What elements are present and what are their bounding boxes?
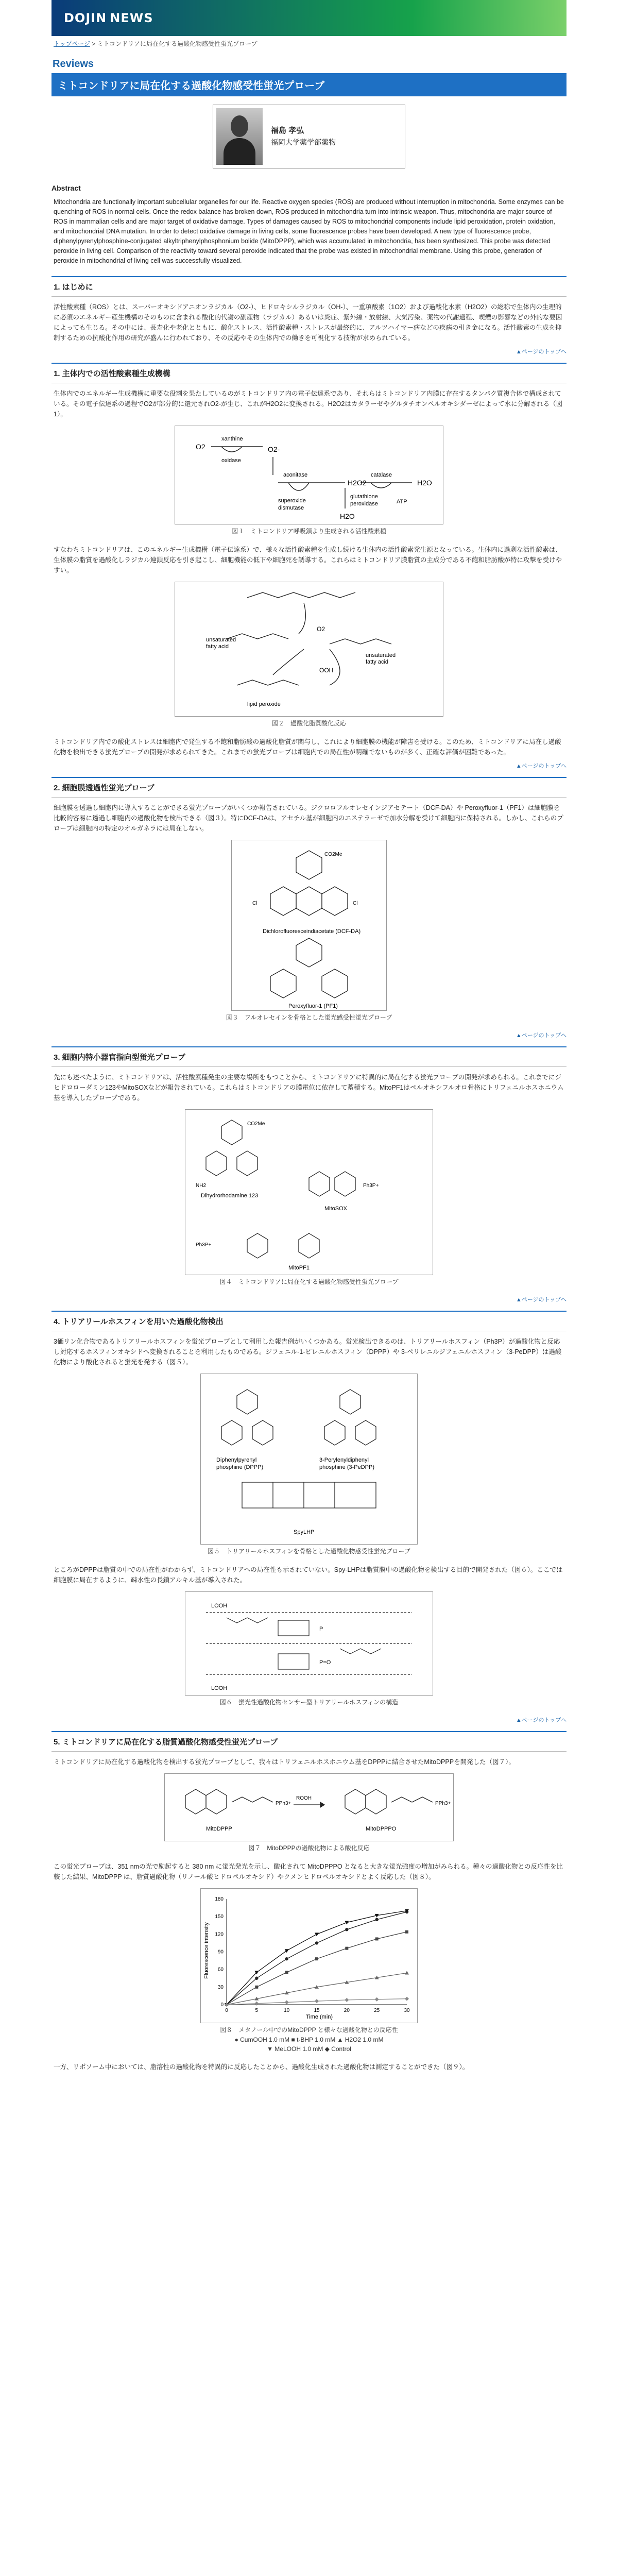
category-label: Reviews <box>53 58 94 70</box>
svg-text:ROOH: ROOH <box>296 1795 312 1801</box>
svg-text:aconitase: aconitase <box>283 472 308 478</box>
chart-data-point <box>255 1977 258 1980</box>
svg-text:Peroxyfluor-1 (PF1): Peroxyfluor-1 (PF1) <box>288 1003 338 1009</box>
paragraph: ところがDPPPは脂質の中での局在性がわからず、ミトコンドリアへの局在性も示されていない。Spy-LHPは脂質膜中の過酸化物を検出する目的で開発された（図６）。ここでは細胞膜に局在するように、疎水性の長鎖アルキル基が導入された。 <box>54 1566 563 1584</box>
svg-text:CO2Me: CO2Me <box>324 852 342 857</box>
svg-text:phosphine (3-PeDPP): phosphine (3-PeDPP) <box>319 1464 375 1470</box>
svg-text:unsaturated: unsaturated <box>366 652 396 658</box>
svg-text:NH2: NH2 <box>196 1183 207 1189</box>
chart-y-axis-label: Fluorescence intensity <box>203 1922 210 1979</box>
svg-text:PPh3+: PPh3+ <box>276 1801 291 1806</box>
section-heading-triarylphosphine: 4. トリアリールホスフィンを用いた過酸化物検出 <box>52 1311 566 1331</box>
page-top-link-wrap <box>52 761 566 770</box>
chart-y-tick-label: 30 <box>217 1984 224 1990</box>
paragraph: 3価リン化合物であるトリアリールホスフィンを蛍光プローブとして利用した報告例がいくつかある。蛍光検出できるのは、トリアリールホスフィン（Ph3P）が過酸化物と反応し対応するホスフィンオキシドへ変換されることを利用したものである。ジフェニル-1-ピレニルホスフィン（DPPP）や 3-ペリレニルジフェニルホスフィン（3-PeDPP）は過酸化物により酸化されると蛍光を発する（図５）。 <box>54 1338 562 1366</box>
chart-x-tick-label: 10 <box>284 2008 290 2013</box>
page-top-link[interactable]: ▲ページのトップへ <box>516 763 566 769</box>
chart-data-point <box>255 1986 258 1989</box>
chart-data-point <box>375 1918 378 1921</box>
page-top-link-wrap <box>52 1031 566 1039</box>
figure-lipid-peroxidation <box>175 582 443 717</box>
author-name: 福島 孝弘 <box>271 126 304 135</box>
svg-text:Ph3P+: Ph3P+ <box>363 1183 379 1189</box>
chart-data-point <box>315 1941 318 1944</box>
section-heading-probes: 2. 細胞膜透過性蛍光プローブ <box>52 777 566 798</box>
figure-phosphine-probes <box>200 1374 418 1545</box>
chart-data-point <box>254 2002 259 2006</box>
chart-data-point <box>315 1933 319 1936</box>
chart-y-tick-label: 180 <box>215 1896 224 1902</box>
paragraph: この蛍光プローブは、351 nmの光で励起すると 380 nm に蛍光発光を示し、酸化されて MitoDPPPO となると大きな蛍光強度の増加がみられる。種々の過酸化物との反応性を比較した結果、MitoDPPP は、脂質過酸化物（リノール酸ヒドロペルオキシド）やクメンヒドロペルオキシドとよく反応した（図８）。 <box>54 1863 563 1880</box>
figure-caption: 図５ トリアリールホスフィンを骨格とした過酸化物感受性蛍光プローブ <box>208 1548 410 1555</box>
chart-x-tick-label: 15 <box>314 2008 320 2013</box>
breadcrumb-current: ミトコンドリアに局在化する過酸化物感受性蛍光プローブ <box>97 40 258 47</box>
page-top-link-wrap <box>52 347 566 355</box>
svg-text:catalase: catalase <box>371 472 392 478</box>
paragraph: 活性酸素種（ROS）とは、スーパーオキシドアニオンラジカル（O2-）、ヒドロキシルラジカル（OH-）、一重項酸素（1O2）および過酸化水素（H2O2）の総称で生体内の生理的に必須のエネルギー産生機構のそのものに含まれる酸化的代謝の副産物（ラジカル）あるいは炎症、紫外線・放射線、大気汚染、薬物の代謝過程、喫煙の影響などの外的な要因によっても生じる。その中には、長寿化や老化とともに、酸化ストレス、活性酸素種・ストレスが最終的に、アルツハイマー病などの疾病の引き金になる。活性酸素の生成を抑制するための抗酸化作用の研究が盛んに行われており、その反応やその生体内での働きを可視化する技術が求められている。 <box>54 303 562 342</box>
page-title: ミトコンドリアに局在化する過酸化物感受性蛍光プローブ <box>52 73 566 96</box>
svg-text:P=O: P=O <box>319 1659 331 1666</box>
svg-text:Ph3P+: Ph3P+ <box>196 1242 212 1248</box>
chart-x-tick-label: 5 <box>255 2008 259 2013</box>
svg-text:superoxide: superoxide <box>278 498 306 504</box>
chart-x-tick-label: 25 <box>374 2008 380 2013</box>
chart-legend-line: ● CumOOH 1.0 mM ■ t-BHP 1.0 mM ▲ H2O2 1.0 mM <box>234 2036 384 2043</box>
svg-text:ATP: ATP <box>397 499 407 505</box>
chart-data-point <box>375 1997 379 2002</box>
chart-x-axis-label: Time (min) <box>305 2014 333 2020</box>
chart-data-point <box>285 1949 289 1953</box>
site-logo[interactable] <box>61 8 153 26</box>
svg-text:dismutase: dismutase <box>278 505 304 511</box>
chart-data-point <box>285 1957 288 1960</box>
site-banner <box>52 0 566 36</box>
chart-data-point <box>375 1937 379 1940</box>
figure-mito-probes <box>185 1109 433 1275</box>
svg-text:Dichlorofluoresceindiacetate (: Dichlorofluoresceindiacetate (DCF-DA) <box>263 928 361 935</box>
chart-y-tick-label: 60 <box>217 1967 224 1973</box>
page-top-link[interactable]: ▲ページのトップへ <box>516 1032 566 1039</box>
figure-fluorescein-probes <box>231 840 387 1011</box>
breadcrumb-separator: > <box>90 40 97 47</box>
chart-data-point <box>315 1957 318 1960</box>
svg-text:O2: O2 <box>317 625 325 633</box>
section-heading-ros: 1. 主体内での活性酸素種生成機構 <box>52 363 566 383</box>
figure-mitodppp-reaction <box>164 1773 454 1841</box>
svg-text:Cl: Cl <box>353 901 358 906</box>
svg-text:unsaturated: unsaturated <box>206 637 236 643</box>
svg-text:OOH: OOH <box>319 667 334 674</box>
page-top-link-wrap <box>52 1716 566 1724</box>
paragraph: ミトコンドリアに局在化する過酸化物を検出する蛍光プローブとして、我々はトリフェニルホスホニウム基をDPPPに結合させたMitoDPPPを開発した（図７）。 <box>54 1758 515 1766</box>
svg-text:O2-: O2- <box>268 445 280 453</box>
svg-text:SpyLHP: SpyLHP <box>294 1529 315 1535</box>
svg-text:P: P <box>319 1626 323 1632</box>
paragraph: 生体内でのエネルギー生成機構に重要な役割を果たしているのがミトコンドリア内の電子伝達系であり、それらはミトコンドリア内膜に存在するタンパク質複合体で構成されている。その電子伝達系の過程でO2が部分的に還元されO2-が生じ、これがH2O2に変換される。H2O2はカタラーゼやグルタチオンペルオキシダーゼによって水に分解される（図1）。 <box>54 390 563 418</box>
svg-text:phosphine (DPPP): phosphine (DPPP) <box>216 1464 264 1470</box>
reactivity-chart <box>201 1889 417 2023</box>
chart-data-point <box>405 1930 408 1934</box>
svg-text:glutathione: glutathione <box>350 494 378 500</box>
svg-text:fatty acid: fatty acid <box>366 659 389 665</box>
figure-caption: 図６ 蛍光性過酸化物センサー型トリアリールホスフィンの構造 <box>219 1699 399 1706</box>
svg-text:fatty acid: fatty acid <box>206 643 229 650</box>
paragraph: すなわちミトコンドリアは、このエネルギー生成機構（電子伝達系）で、様々な活性酸素種を生成し続ける生体内の活性酸素発生源となっている。生体内に過剰な活性酸素は、生体膜の脂質を過酸化しラジカル連鎖反応を引き起こし、細胞機能の低下や細胞死を誘導する。これらはミトコンドリア膜脂質の主成分である不飽和脂肪酸が特に攻撃を受けやすい。 <box>54 546 562 574</box>
page <box>52 0 566 2072</box>
chart-y-tick-label: 90 <box>217 1949 224 1955</box>
svg-text:MitoPF1: MitoPF1 <box>288 1265 310 1271</box>
section-heading-mitodppp: 5. ミトコンドリアに局在化する脂質過酸化物感受性蛍光プローブ <box>52 1731 566 1752</box>
section-heading-intro: 1. はじめに <box>52 276 566 297</box>
page-top-link[interactable]: ▲ページのトップへ <box>516 349 566 355</box>
page-top-link[interactable]: ▲ページのトップへ <box>516 1297 566 1303</box>
figure-caption: 図４ ミトコンドリアに局在化する過酸化物感受性蛍光プローブ <box>219 1278 399 1285</box>
svg-text:peroxidase: peroxidase <box>350 501 378 507</box>
figure-caption: 図３ フルオレセインを骨格とした蛍光感受性蛍光プローブ <box>226 1014 392 1021</box>
chart-y-tick-label: 0 <box>220 2002 224 2008</box>
paragraph: 一方、リポソーム中においては、脂溶性の過酸化物を特異的に反応したことから、過酸化生成された過酸化物は測定することができた（図９）。 <box>54 2063 469 2071</box>
abstract-text: Mitochondria are functionally important subcellular organelles for our life. Reactive oxygen species (ROS) are produced without interruption in mitochondria. Some enzymes can be quenching of ROS in normal cells. Once the redox balance has broken down, ROS produced in mitochondria turn into intrinsic weapon. Thus, mitochondria are major source of ROS in mammalian cells and are major target of oxidative damage. Types of damages caused by ROS to mitochondrial components include lipid peroxidation, protein oxidation, and mitochondrial DNA mutation. In order to detect oxidative damage in living cells, some fluorescence probes have been developed. A new type of fluorescence probe, diphenylpyrenylphosphine-conjugated alkyltriphenylphosphonium bolide (MitoDPPP), which was accumulated in mitochondria, has been synthesized. This probe was detected peroxide in living cell. Comparison of the reactivity toward several peroxide indicated that the probe was existed in mitochondrial membrane. Using this probe, generation of peroxide in mitochondrial of living cell was successfully visualized. <box>54 198 564 264</box>
figure-caption: 図２ 過酸化脂質酸化反応 <box>271 720 346 727</box>
author-card <box>213 105 405 168</box>
figure-respiratory-chain <box>175 426 443 524</box>
chart-data-point <box>345 1998 349 2002</box>
chart-data-point <box>405 1997 409 2001</box>
figure-reactivity-chart <box>200 1888 418 2023</box>
svg-text:MitoSOX: MitoSOX <box>324 1206 348 1212</box>
svg-text:xanthine: xanthine <box>221 436 243 442</box>
avatar <box>216 108 263 165</box>
svg-text:PPh3+: PPh3+ <box>435 1801 451 1806</box>
breadcrumb-home-link[interactable]: トップページ <box>54 40 90 47</box>
svg-text:LOOH: LOOH <box>211 1603 228 1609</box>
svg-text:H2O2: H2O2 <box>348 479 367 487</box>
chart-legend-line: ▼ MeLOOH 1.0 mM ◆ Control <box>267 2045 351 2053</box>
author-affiliation: 福岡大学薬学部薬物 <box>271 138 336 146</box>
page-top-link[interactable]: ▲ページのトップへ <box>516 1717 566 1723</box>
svg-text:CO2Me: CO2Me <box>247 1121 265 1127</box>
chart-data-point <box>285 1971 288 1974</box>
chart-y-tick-label: 150 <box>215 1914 224 1920</box>
svg-text:lipid peroxide: lipid peroxide <box>247 701 281 707</box>
logo-main: DOJIN <box>64 11 107 25</box>
figure-caption: 図８ メタノール中でのMitoDPPP と様々な過酸化物との反応性 <box>220 2026 398 2033</box>
abstract-heading: Abstract <box>52 184 81 192</box>
chart-data-point <box>345 1947 348 1950</box>
paragraph: 先にも述べたように、ミトコンドリアは、活性酸素種発生の主要な場所をもつことから、ミトコンドリアに特異的に局在化する蛍光プローブの開発が求められる。これまでにジヒドロローダミン123やMitoSOXなどが報告されている。これらはミトコンドリアの膜電位に依存して蓄積する。MitoPF1はペルオキシフルオロ骨格にトリフェニルホスホニウム基を導入したプローブである。 <box>54 1074 564 1101</box>
chart-x-tick-label: 20 <box>344 2008 350 2013</box>
svg-text:LOOH: LOOH <box>211 1685 228 1691</box>
chart-x-tick-label: 30 <box>404 2008 410 2013</box>
logo-sub: NEWS <box>110 11 153 25</box>
svg-text:oxidase: oxidase <box>221 457 241 464</box>
paragraph: ミトコンドリア内での酸化ストレスは細胞内で発生する不飽和脂肪酸の過酸化脂質が関与し、これにより細胞膜の機能が障害を受ける。このため、ミトコンドリアに局在し過酸化物を検出できる蛍光プローブの開発が求められてきた。これまでの蛍光プローブは細胞内での局在性が明確でないものが多く、正確な評価が困難であった。 <box>54 738 561 756</box>
chart-data-point <box>405 1971 409 1975</box>
svg-text:O2: O2 <box>196 443 205 451</box>
svg-text:Dihydrorhodamine 123: Dihydrorhodamine 123 <box>201 1193 259 1199</box>
svg-text:H2O: H2O <box>417 479 432 487</box>
svg-text:Diphenylpyrenyl: Diphenylpyrenyl <box>216 1457 257 1463</box>
svg-text:MitoDPPP: MitoDPPP <box>206 1826 232 1832</box>
section-heading-organelle: 3. 細胞内特小器官指向型蛍光プローブ <box>52 1046 566 1067</box>
breadcrumb <box>52 36 566 51</box>
chart-y-tick-label: 120 <box>215 1931 224 1938</box>
chart-x-tick-label: 0 <box>225 2008 228 2013</box>
paragraph: 細胞膜を透過し細胞内に導入することができる蛍光プローブがいくつか報告されている。ジクロロフルオレセインジアセテート（DCF-DA）や Peroxyfluor-1（PF1）は細胞膜を比較的容易に透過し細胞内の過酸化物を検出できる（図３）。特にDCF-DAは、アセチル基が細胞内のエステラーゼで加水分解を受けて細胞内に保持される。しかし、これらのプローブは細胞内の特定のオルガネラには局在しない。 <box>54 804 563 832</box>
figure-caption: 図７ MitoDPPPの過酸化物による酸化反応 <box>248 1844 370 1852</box>
page-top-link-wrap <box>52 1295 566 1303</box>
figure-caption: 図１ ミトコンドリア呼吸鎖より生成される活性酸素種 <box>232 528 386 535</box>
svg-text:3-Perylenyldiphenyl: 3-Perylenyldiphenyl <box>319 1457 369 1463</box>
chart-data-point <box>285 2000 289 2004</box>
chart-data-point <box>315 1999 319 2003</box>
figure-membrane-probe <box>185 1591 433 1696</box>
svg-text:H2O: H2O <box>340 512 355 520</box>
chart-data-point <box>345 1928 348 1931</box>
svg-text:Cl: Cl <box>252 901 258 906</box>
svg-text:MitoDPPPO: MitoDPPPO <box>366 1826 397 1832</box>
